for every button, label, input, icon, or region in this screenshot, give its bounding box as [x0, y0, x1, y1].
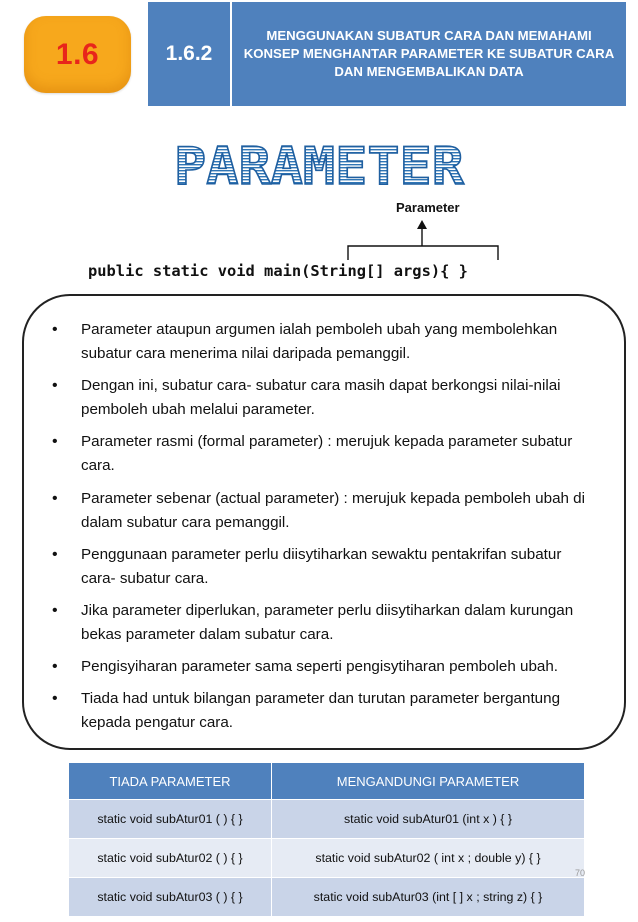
table-cell: static void subAtur03 ( ) { } [69, 878, 272, 917]
page-title [0, 140, 638, 190]
table-row [69, 839, 585, 878]
table-cell: static void subAtur02 ( ) { } [69, 839, 272, 878]
table-cell: static void subAtur01 (int x ) { } [272, 800, 585, 839]
bullet-item: • Parameter ataupun argumen ialah pemboleh ubah yang membolehkan subatur cara menerima nilai daripada pemanggil. [50, 318, 600, 366]
parameter-bracket [0, 212, 638, 264]
page-number: 70 [575, 868, 586, 878]
section-number: 1.6 [55, 37, 100, 71]
bullet-item: • Tiada had untuk bilangan parameter dan turutan parameter bergantung kepada pengatur cara. [50, 687, 600, 735]
subsection-number: 1.6.2 [148, 2, 230, 106]
bullet-item: • Dengan ini, subatur cara- subatur cara masih dapat berkongsi nilai-nilai pemboleh ubah melalui parameter. [50, 374, 600, 422]
page-title-text: PARAMETER [174, 140, 465, 190]
table-header: TIADA PARAMETER [69, 763, 272, 800]
bullet-item: • Penggunaan parameter perlu diisytiharkan sewaktu pentakrifan subatur cara- subatur cara. [50, 543, 600, 591]
bullet-item: • Pengisyiharan parameter sama seperti pengisytiharan pemboleh ubah. [50, 655, 600, 679]
table-cell: static void subAtur03 (int [ ] x ; string z) { } [272, 878, 585, 917]
bullet-list [50, 318, 600, 744]
code-example: public static void main(String[] args){ } [88, 262, 468, 280]
table-row [69, 800, 585, 839]
bullet-item: • Parameter sebenar (actual parameter) : merujuk kepada pemboleh ubah di dalam subatur cara pemanggil. [50, 487, 600, 535]
table-header: MENGANDUNGI PARAMETER [272, 763, 585, 800]
parameter-label: Parameter [396, 200, 460, 215]
bullet-item: • Parameter rasmi (formal parameter) : merujuk kepada parameter subatur cara. [50, 430, 600, 478]
table-cell: static void subAtur01 ( ) { } [69, 800, 272, 839]
bullet-item: • Jika parameter diperlukan, parameter perlu diisytiharkan dalam kurungan bekas parameter dalam subatur cara. [50, 599, 600, 647]
section-badge [24, 16, 131, 93]
comparison-table [68, 762, 585, 917]
table-row [69, 878, 585, 917]
section-title: MENGGUNAKAN SUBATUR CARA DAN MEMAHAMI KONSEP MENGHANTAR PARAMETER KE SUBATUR CARA DAN MENGEMBALIKAN DATA [232, 2, 626, 106]
table-cell: static void subAtur02 ( int x ; double y) { } [272, 839, 585, 878]
table-header-row [69, 763, 585, 800]
